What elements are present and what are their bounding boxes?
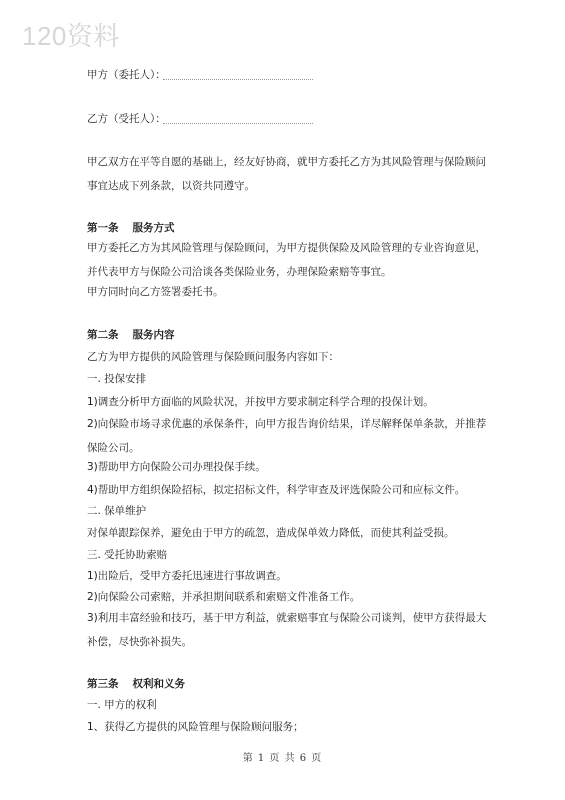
list-item: 2)向保险公司索赔，并承担期间联系和索赔文件准备工作。 [87,591,361,603]
section-insurance-arrangement: 一. 投保安排 [87,373,147,385]
watermark-logo: 120资料 [22,21,120,51]
list-item: 3)利用丰富经验和技巧，基于甲方利益，就索赔事宜与保险公司谈判，使甲方获得最大补偿，尽快弥补损失。 [87,612,487,648]
article-3-heading [87,676,185,691]
article-1-title: 服务方式 [132,222,175,234]
article-2-intro: 乙方为甲方提供的风险管理与保险顾问服务内容如下： [87,351,339,363]
party-b-fill-line [163,123,313,124]
policy-maintenance-paragraph: 对保单跟踪保养，避免由于甲方的疏忽，造成保单效力降低，而使其利益受损。 [87,527,455,539]
article-3-number: 第三条 [87,678,119,690]
article-3-title: 权利和义务 [132,678,185,690]
section-claims-assistance: 三. 受托协助索赔 [87,549,168,561]
party-a-fill-line [163,79,313,80]
section-policy-maintenance: 二. 保单维护 [87,505,147,517]
article-2-heading [87,327,175,342]
article-2-number: 第二条 [87,329,119,341]
list-item: 2)向保险市场寻求优惠的承保条件，向甲方报告询价结果，详尽解释保单条款，并推荐保险公司。 [87,418,487,454]
article-1-number: 第一条 [87,222,119,234]
list-item: 1)出险后，受甲方委托迅速进行事故调查。 [87,570,287,582]
article-1-note: 甲方同时向乙方签署委托书。 [87,286,224,298]
section-party-a-rights: 一. 甲方的权利 [87,699,157,711]
party-a-label: 甲方（委托人）： [87,69,166,81]
party-b-label: 乙方（受托人）： [87,113,166,125]
list-item: 4)帮助甲方组织保险招标，拟定招标文件，科学审查及评选保险公司和应标文件。 [87,484,466,496]
article-2-title: 服务内容 [132,329,175,341]
article-1-paragraph: 甲方委托乙方为其风险管理与保险顾问，为甲方提供保险及风险管理的专业咨询意见，并代表甲方与保险公司洽谈各类保险业务，办理保险索赔等事宜。 [87,242,486,278]
list-item: 1)调查分析甲方面临的风险状况，并按甲方要求制定科学合理的投保计划。 [87,396,434,408]
page-footer: 第 1 页 共 6 页 [242,753,323,764]
intro-paragraph: 甲乙双方在平等自愿的基础上，经友好协商，就甲方委托乙方为其风险管理与保险顾问事宜达成下列条款，以资共同遵守。 [87,156,486,192]
article-1-heading [87,220,175,235]
list-item: 3)帮助甲方向保险公司办理投保手续。 [87,461,266,473]
list-item: 1、获得乙方提供的风险管理与保险顾问服务； [87,721,304,733]
